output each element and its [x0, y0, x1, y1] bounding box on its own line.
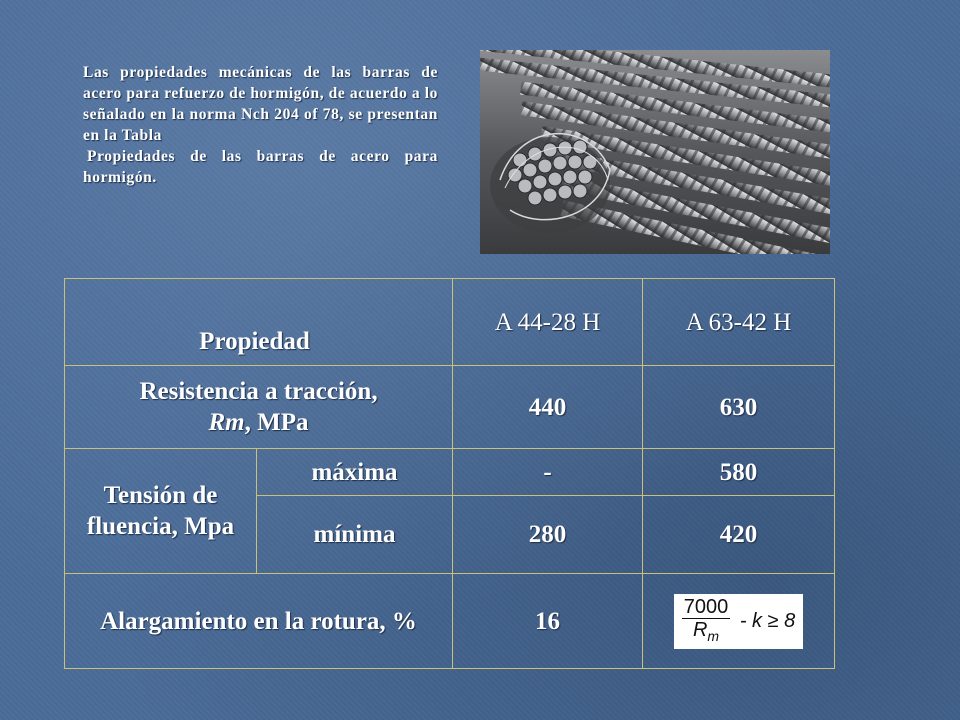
- row-yield-min-grade-1-value: 280: [528, 521, 567, 548]
- row-yield-max-grade-2: [643, 449, 835, 496]
- header-grade-2-label: A 63-42 H: [685, 308, 792, 336]
- header-property: [65, 279, 453, 366]
- row-elongation-label-text: Alargamiento en la rotura, %: [100, 607, 417, 635]
- row-tensile-grade-2: [643, 366, 835, 449]
- row-yield-label: [65, 449, 257, 574]
- row-elongation-grade-2: [643, 574, 835, 669]
- row-tensile-label: [65, 366, 453, 449]
- row-tensile-grade-1-value: 440: [528, 393, 567, 421]
- row-yield-min-grade-2-value: 420: [719, 521, 758, 548]
- row-elongation-grade-1: [453, 574, 643, 669]
- header-grade-2: [643, 279, 835, 366]
- row-yield-min-label-text: mínima: [313, 521, 396, 548]
- intro-paragraph-2: Propiedades de las barras de acero para hormigón.: [83, 148, 438, 186]
- formula-denominator-sub: m: [707, 627, 720, 644]
- formula-box: [674, 594, 804, 649]
- row-yield-max-grade-1: [453, 449, 643, 496]
- table-row: [65, 574, 835, 669]
- formula-fraction: [682, 596, 731, 647]
- row-tensile-grade-1: [453, 366, 643, 449]
- row-yield-max-grade-1-value: -: [543, 458, 552, 486]
- formula-denominator-base: R: [692, 618, 708, 641]
- row-tensile-label-part1: Resistencia a tracción,: [139, 378, 378, 405]
- row-tensile-grade-2-value: 630: [719, 393, 758, 421]
- table-header-row: [65, 279, 835, 366]
- row-yield-max-label-text: máxima: [311, 458, 398, 486]
- intro-paragraph-1: Las propiedades mecánicas de las barras de acero para refuerzo de hormigón, de acuerdo a lo señalado en la norma Nch 204 of 78, se presentan en la Tabla: [83, 64, 438, 144]
- header-grade-1-label: A 44-28 H: [494, 308, 601, 336]
- steel-rebar-photo: [480, 50, 830, 254]
- row-tensile-label-italic: Rm: [208, 409, 245, 436]
- header-property-label: Propiedad: [199, 328, 310, 355]
- intro-text: [83, 62, 438, 188]
- row-yield-max-label: [257, 449, 453, 496]
- table-row: [65, 449, 835, 496]
- row-elongation-label: [65, 574, 453, 669]
- formula-denominator: [682, 619, 731, 647]
- row-yield-min-grade-1: [453, 496, 643, 574]
- row-yield-min-label: [257, 496, 453, 574]
- row-yield-max-grade-2-value: 580: [719, 458, 758, 486]
- row-yield-label-text: Tensión de fluencia, Mpa: [86, 482, 235, 540]
- formula-numerator: 7000: [683, 595, 729, 618]
- row-yield-min-grade-2: [643, 496, 835, 574]
- properties-table: [64, 278, 835, 669]
- row-elongation-grade-1-value: 16: [535, 607, 561, 635]
- table-row: [65, 366, 835, 449]
- header-grade-1: [453, 279, 643, 366]
- formula-rest: - k ≥ 8: [739, 610, 796, 632]
- rebar-illustration: [480, 50, 830, 254]
- row-tensile-label-part2: , MPa: [244, 409, 309, 436]
